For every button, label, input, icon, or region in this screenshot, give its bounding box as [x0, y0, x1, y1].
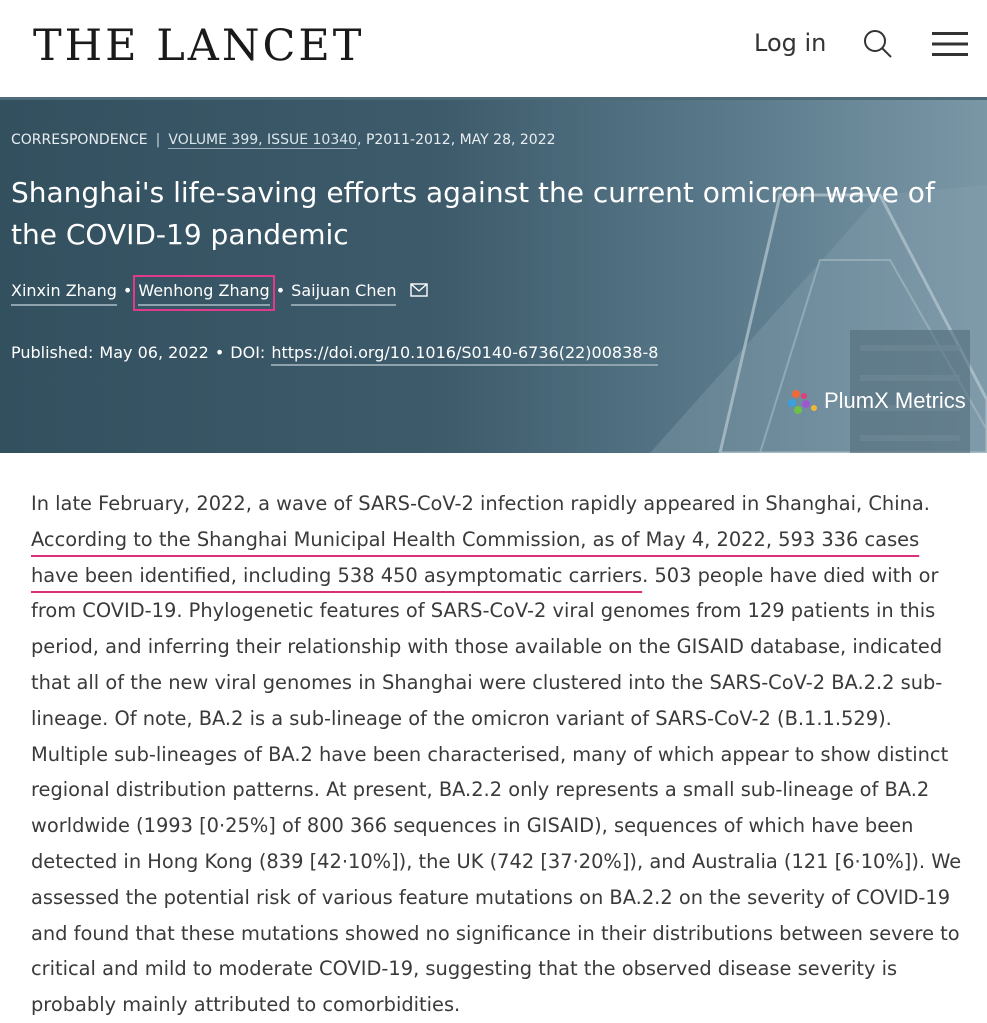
plumx-icon — [786, 388, 820, 416]
doi-label: DOI: — [230, 343, 266, 362]
body-text-intro: In late February, 2022, a wave of SARS-CoV-2 infection rapidly appeared in Shanghai, China. — [31, 492, 930, 515]
separator-dot: • — [122, 281, 133, 300]
author-link[interactable]: Saijuan Chen — [291, 280, 396, 306]
separator-dot: • — [275, 281, 286, 300]
volume-issue-link[interactable]: VOLUME 399, ISSUE 10340 — [168, 132, 358, 148]
article-meta: CORRESPONDENCE | VOLUME 399, ISSUE 10340, P2011-2012, MAY 28, 2022 — [11, 132, 556, 148]
hamburger-menu-icon[interactable] — [932, 30, 968, 58]
author-list — [11, 280, 428, 306]
body-text-rest: . 503 people have died with or from COVID-19. Phylogenetic features of SARS-CoV-2 viral genomes from 129 patients in this period, and inferring their relationship with those available on the GISAID database, indicated that all of the new viral genomes in Shanghai were clustered into the SARS-CoV-2 BA.2.2 sub-lineage. Of note, BA.2 is a sub-lineage of the omicron variant of SARS-CoV-2 (B.1.1.529). Multiple sub-lineages of BA.2 have been characterised, many of which appear to show distinct regional distribution patterns. At present, BA.2.2 only represents a small sub-lineage of BA.2 worldwide (1993 [0·25%] of 800 366 sequences in GISAID), sequences of which have been detected in Hong Kong (839 [42·10%]), the UK (742 [37·20%]), and Australia (121 [6·10%]). We assessed the potential risk of various feature mutations on BA.2.2 on the severity of COVID-19 and found that these mutations showed no significance in their distributions between severe to critical and mild to moderate COVID-19, suggesting that the observed disease severity is probably mainly attributed to comorbidities. — [31, 563, 962, 1017]
article-body — [31, 486, 966, 1023]
plumx-label: PlumX Metrics — [824, 388, 966, 413]
pages-date: P2011-2012, MAY 28, 2022 — [365, 132, 556, 148]
article-hero — [0, 100, 987, 453]
site-logo[interactable]: THE LANCET — [33, 21, 365, 71]
plumx-metrics-link[interactable] — [786, 386, 966, 416]
publication-info — [11, 342, 658, 364]
highlighted-passage: According to the Shanghai Municipal Health Commission, as of May 4, 2022, 593 336 cases have been identified, including 538 450 asymptomatic carriers — [31, 527, 920, 587]
separator-dot: • — [214, 343, 225, 362]
login-link[interactable]: Log in — [754, 29, 827, 57]
site-header — [0, 0, 987, 97]
article-title: Shanghai's life-saving efforts against the current omicron wave of the COVID-19 pandemic — [11, 176, 935, 251]
author-link[interactable]: Xinxin Zhang — [11, 280, 117, 306]
email-icon[interactable] — [410, 283, 428, 297]
published-label: Published: — [11, 343, 94, 362]
search-icon[interactable] — [862, 28, 894, 60]
article-type: CORRESPONDENCE — [11, 132, 148, 148]
author-link-highlighted[interactable]: Wenhong Zhang — [138, 280, 269, 306]
published-date: May 06, 2022 — [99, 343, 209, 362]
doi-link[interactable]: https://doi.org/10.1016/S0140-6736(22)00838-8 — [271, 343, 658, 366]
